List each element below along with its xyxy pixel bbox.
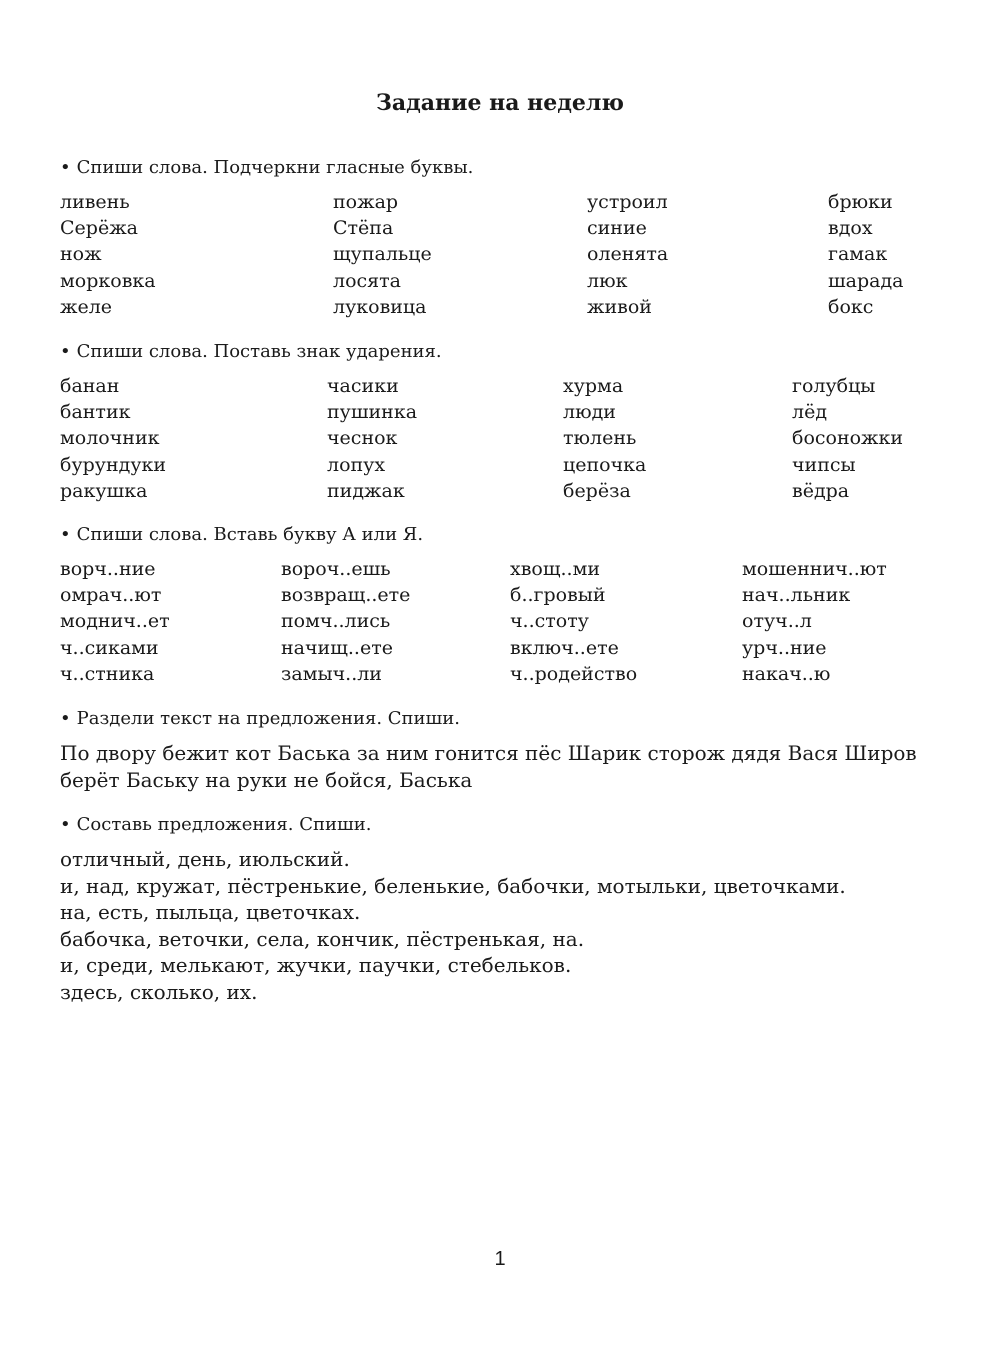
word: урч..ние	[742, 636, 827, 659]
word-column	[587, 189, 668, 320]
word: живой	[587, 295, 652, 318]
exercise-3	[60, 522, 940, 690]
word: тюлень	[563, 427, 637, 450]
word: моднич..ет	[60, 610, 170, 633]
word-grid	[60, 373, 940, 507]
word: накач..ю	[742, 662, 831, 685]
word: ч..стоту	[510, 610, 589, 633]
exercise-4-instruction	[60, 706, 940, 732]
word: ворч..ние	[60, 558, 156, 580]
word-column	[60, 189, 156, 320]
bullet-icon: •	[60, 814, 71, 835]
word: отуч..л	[742, 610, 812, 633]
word-grid	[60, 189, 940, 323]
word: начищ..ете	[281, 636, 393, 659]
word-column	[563, 373, 646, 504]
text-line: на, есть, пыльца, цветочках.	[60, 900, 361, 924]
text-line: отличный, день, июльский.	[60, 847, 350, 871]
text-line: берёт Баську на руки не бойся, Баська	[60, 767, 473, 792]
word: хвощ..ми	[510, 558, 601, 580]
word: включ..ете	[510, 636, 619, 659]
word: чеснок	[327, 427, 398, 450]
word: лосята	[333, 269, 401, 292]
instruction-text: Спиши слова. Подчеркни гласные буквы.	[76, 157, 474, 178]
word: шарада	[828, 269, 904, 292]
word: берёза	[563, 479, 631, 502]
word: морковка	[60, 269, 156, 292]
word: возвращ..ете	[281, 584, 411, 607]
word: лопух	[327, 453, 386, 476]
instruction-text: Составь предложения. Спиши.	[76, 814, 372, 835]
text-line: и, среди, мелькают, жучки, паучки, стебельков.	[60, 953, 572, 977]
word: ч..стника	[60, 662, 155, 685]
word-column	[792, 373, 903, 504]
instruction-text: Спиши слова. Вставь букву А или Я.	[76, 524, 424, 545]
bullet-icon: •	[60, 708, 71, 729]
word: часики	[327, 375, 399, 397]
word-column	[60, 373, 166, 504]
word-column	[333, 189, 432, 320]
exercise-2	[60, 339, 940, 507]
word: ч..родейство	[510, 662, 638, 685]
exercise-1-instruction	[60, 155, 940, 181]
exercise-5	[60, 812, 940, 1005]
word: банан	[60, 375, 120, 397]
text-line: здесь, сколько, их.	[60, 979, 258, 1004]
bullet-icon: •	[60, 341, 71, 362]
word: мошеннич..ют	[742, 558, 887, 580]
text-line: и, над, кружат, пёстренькие, беленькие, бабочки, мотыльки, цветочками.	[60, 873, 846, 898]
word: бокс	[828, 295, 874, 318]
word: бантик	[60, 401, 131, 424]
word: вёдра	[792, 479, 850, 502]
word: оленята	[587, 243, 669, 266]
text-block	[60, 846, 940, 1005]
word: брюки	[828, 191, 893, 213]
word: Серёжа	[60, 217, 138, 240]
word: вдох	[828, 217, 873, 240]
word-column	[742, 556, 887, 687]
text-line: По двору бежит кот Баська за ним гонится пёс Шарик сторож дядя Вася Широв	[60, 741, 917, 765]
word: молочник	[60, 427, 160, 450]
word: б..гровый	[510, 584, 606, 607]
word: замыч..ли	[281, 662, 382, 685]
exercise-3-instruction	[60, 522, 940, 548]
word: цепочка	[563, 453, 647, 476]
word: вороч..ешь	[281, 558, 391, 580]
instruction-text: Спиши слова. Поставь знак ударения.	[76, 341, 442, 362]
word: омрач..ют	[60, 584, 162, 607]
exercise-4	[60, 706, 940, 793]
word: голубцы	[792, 375, 876, 397]
word: нач..льник	[742, 584, 851, 607]
exercise-2-instruction	[60, 339, 940, 365]
word: лёд	[792, 401, 828, 424]
word-column	[327, 373, 417, 504]
word: помч..лись	[281, 610, 391, 633]
instruction-text: Раздели текст на предложения. Спиши.	[76, 708, 460, 729]
word: пушинка	[327, 401, 418, 424]
word: ч..сиками	[60, 636, 159, 659]
word-column	[510, 556, 637, 687]
bullet-icon: •	[60, 157, 71, 178]
bullet-icon: •	[60, 524, 71, 545]
word: Стёпа	[333, 217, 394, 240]
text-block	[60, 740, 940, 793]
word-column	[60, 556, 170, 687]
word: люк	[587, 269, 628, 292]
word: устроил	[587, 191, 668, 213]
word: ливень	[60, 191, 130, 213]
word-grid	[60, 556, 940, 690]
page-number: 1	[494, 1248, 506, 1270]
word: гамак	[828, 243, 888, 266]
word: ракушка	[60, 479, 148, 502]
word: хурма	[563, 375, 624, 397]
word: желе	[60, 295, 113, 318]
text-line: бабочка, веточки, села, кончик, пёстренькая, на.	[60, 926, 585, 951]
word: нож	[60, 243, 102, 266]
word: пиджак	[327, 479, 405, 502]
word-column	[828, 189, 904, 320]
word: люди	[563, 401, 616, 424]
word: бурундуки	[60, 453, 167, 476]
exercise-5-instruction	[60, 812, 940, 838]
word: синие	[587, 217, 647, 240]
word: луковица	[333, 295, 427, 318]
word: босоножки	[792, 427, 904, 450]
word: пожар	[333, 191, 399, 213]
word-column	[281, 556, 410, 687]
word: чипсы	[792, 453, 856, 476]
page-title: Задание на неделю	[376, 90, 624, 116]
word: щупальце	[333, 243, 432, 266]
exercise-1	[60, 155, 940, 323]
